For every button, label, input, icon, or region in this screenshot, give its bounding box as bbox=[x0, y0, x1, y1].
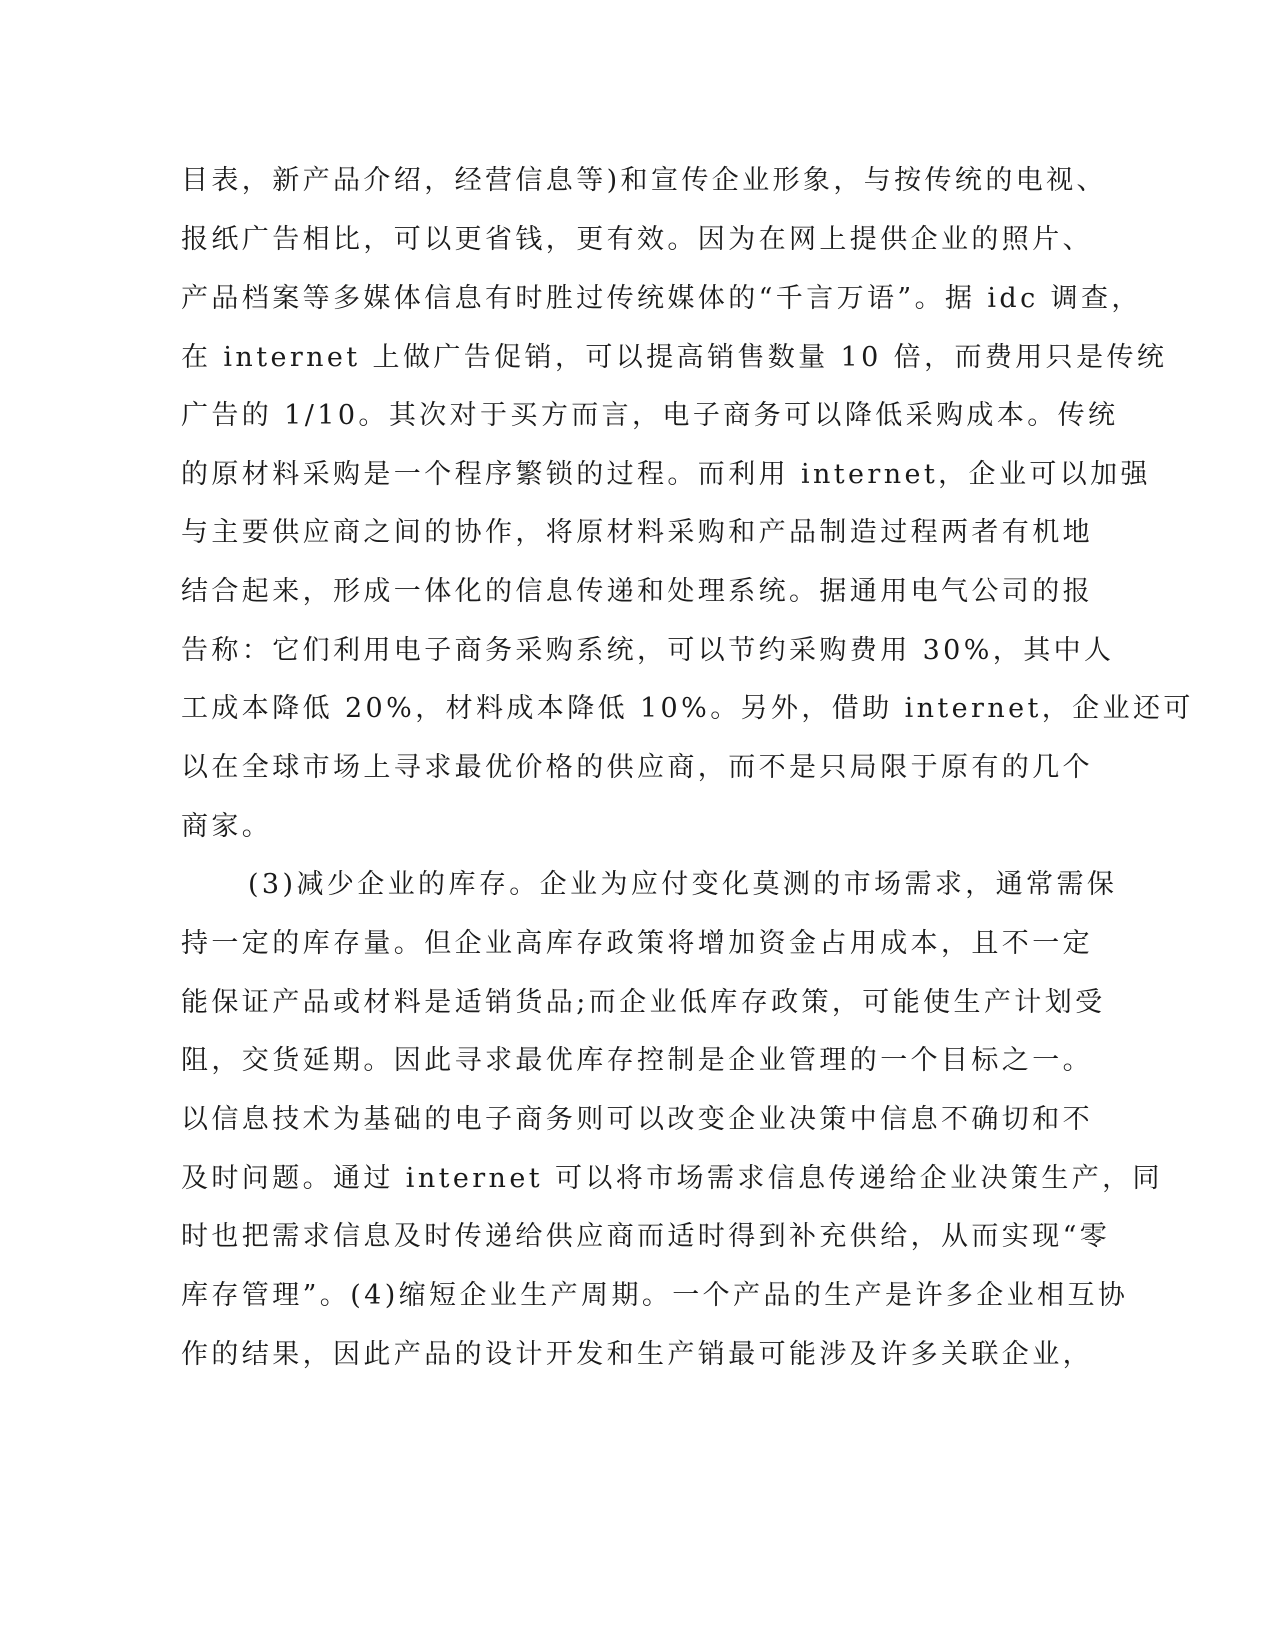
text-line: 产品档案等多媒体信息有时胜过传统媒体的“千言万语”。据 idc 调查， bbox=[181, 283, 1142, 314]
text-line: 作的结果，因此产品的设计开发和生产销最可能涉及许多关联企业， bbox=[181, 1339, 1093, 1370]
text-line: 报纸广告相比，可以更省钱，更有效。因为在网上提供企业的照片、 bbox=[181, 224, 1093, 255]
text-line: 目表，新产品介绍，经营信息等)和宣传企业形象，与按传统的电视、 bbox=[181, 165, 1107, 196]
text-line: 库存管理”。(4)缩短企业生产周期。一个产品的生产是许多企业相互协 bbox=[181, 1280, 1129, 1311]
text-line: 持一定的库存量。但企业高库存政策将增加资金占用成本，且不一定 bbox=[181, 928, 1093, 959]
text-line: 能保证产品或材料是适销货品;而企业低库存政策，可能使生产计划受 bbox=[181, 987, 1106, 1018]
paragraph-first-line: (3)减少企业的库存。企业为应付变化莫测的市场需求，通常需保 bbox=[248, 869, 1118, 900]
text-line: 以在全球市场上寻求最优价格的供应商，而不是只局限于原有的几个 bbox=[181, 752, 1093, 783]
text-line: 与主要供应商之间的协作，将原材料采购和产品制造过程两者有机地 bbox=[181, 517, 1093, 548]
text-line: 告称：它们利用电子商务采购系统，可以节约采购费用 30%，其中人 bbox=[181, 635, 1115, 666]
text-line: 工成本降低 20%，材料成本降低 10%。另外，借助 internet，企业还可 bbox=[181, 693, 1194, 724]
text-line: 商家。 bbox=[181, 811, 273, 842]
text-line: 阻，交货延期。因此寻求最优库存控制是企业管理的一个目标之一。 bbox=[181, 1045, 1093, 1076]
text-line: 广告的 1/10。其次对于买方而言，电子商务可以降低采购成本。传统 bbox=[181, 400, 1119, 431]
text-line: 及时问题。通过 internet 可以将市场需求信息传递给企业决策生产，同 bbox=[181, 1163, 1163, 1194]
text-line: 时也把需求信息及时传递给供应商而适时得到补充供给，从而实现“零 bbox=[181, 1221, 1111, 1252]
text-line: 在 internet 上做广告促销，可以提高销售数量 10 倍，而费用只是传统 bbox=[181, 342, 1168, 373]
text-line: 的原材料采购是一个程序繁锁的过程。而利用 internet，企业可以加强 bbox=[181, 459, 1151, 490]
text-line: 结合起来，形成一体化的信息传递和处理系统。据通用电气公司的报 bbox=[181, 576, 1093, 607]
text-line: 以信息技术为基础的电子商务则可以改变企业决策中信息不确切和不 bbox=[181, 1104, 1093, 1135]
